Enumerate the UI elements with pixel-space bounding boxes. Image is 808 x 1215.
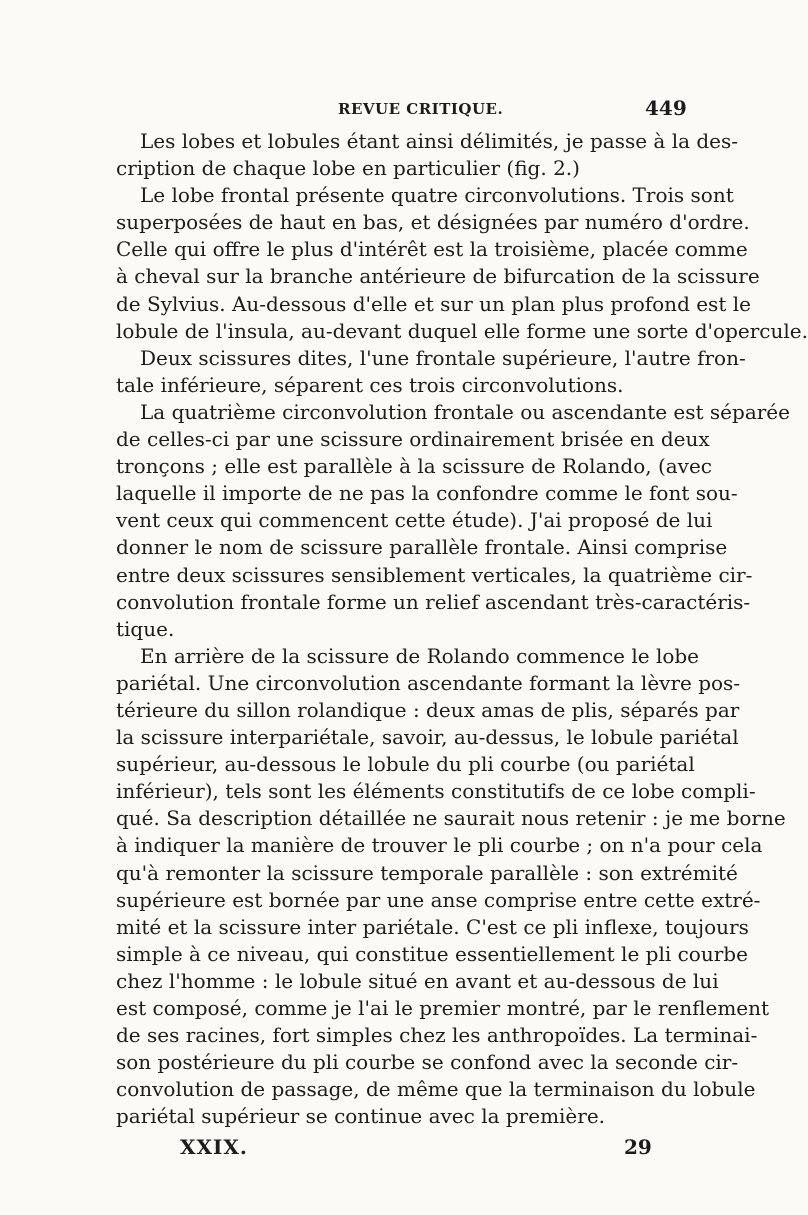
text-line: à indiquer la manière de trouver le pli courbe ; on n'a pour cela [116,833,763,858]
text-line: tique. [116,616,175,641]
text-line: pariétal. Une circonvolution ascendante formant la lèvre pos- [116,670,741,695]
text-line: à cheval sur la branche antérieure de bifurcation de la scissure [116,264,760,289]
text-line: Le lobe frontal présente quatre circonvolutions. Trois sont [140,183,734,208]
text-line: lobule de l'insula, au-devant duquel elle forme une sorte d'opercule. [116,318,808,343]
text-line: de ses racines, fort simples chez les anthropoïdes. La terminai- [116,1023,758,1048]
text-line: térieure du sillon rolandique : deux amas de plis, séparés par [116,697,740,722]
text-line: tronçons ; elle est parallèle à la scissure de Rolando, (avec [116,454,713,479]
text-line: superposées de haut en bas, et désignées par numéro d'ordre. [116,210,750,235]
page-footer [0,1135,800,1165]
text-line: donner le nom de scissure parallèle frontale. Ainsi comprise [116,535,728,560]
text-line: Celle qui offre le plus d'intérêt est la troisième, placée comme [116,237,748,262]
text-line: convolution frontale forme un relief ascendant très-caractéris- [116,589,751,614]
text-line: mité et la scissure inter pariétale. C'est ce pli inflexe, toujours [116,914,749,939]
text-line: Deux scissures dites, l'une frontale supérieure, l'autre fron- [140,345,746,370]
text-line: de Sylvius. Au-dessous d'elle et sur un plan plus profond est le [116,291,751,316]
text-line: supérieure est bornée par une anse comprise entre cette extré- [116,887,761,912]
text-line: La quatrième circonvolution frontale ou ascendante est séparée [140,399,790,424]
text-line: laquelle il importe de ne pas la confondre comme le font sou- [116,481,738,506]
text-line: cription de chaque lobe en particulier (fig. 2.) [116,156,580,181]
text-line: En arrière de la scissure de Rolando commence le lobe [140,643,700,668]
text-line: qu'à remonter la scissure temporale parallèle : son extrémité [116,860,738,885]
text-line: qué. Sa description détaillée ne saurait nous retenir : je me borne [116,806,786,831]
text-line: Les lobes et lobules étant ainsi délimités, je passe à la des- [140,129,739,153]
text-line: pariétal supérieur se continue avec la première. [116,1104,606,1129]
text-line: vent ceux qui commencent cette étude). J'ai proposé de lui [116,508,713,533]
text-line: la scissure interpariétale, savoir, au-dessus, le lobule pariétal [116,725,739,750]
text-line: simple à ce niveau, qui constitue essentiellement le pli courbe [116,941,748,966]
text-line: entre deux scissures sensiblement verticales, la quatrième cir- [116,562,753,587]
page-number: 449 [645,96,687,120]
text-line: son postérieure du pli courbe se confond avec la seconde cir- [116,1050,739,1075]
text-line: tale inférieure, séparent ces trois circonvolutions. [116,372,624,397]
sheet-number: 29 [624,1135,652,1159]
text-line: est composé, comme je l'ai le premier montré, par le renflement [116,996,770,1020]
signature-mark: XXIX. [180,1135,248,1159]
text-line: de celles-ci par une scissure ordinairement brisée en deux [116,427,710,452]
text-line: convolution de passage, de même que la terminaison du lobule [116,1077,756,1102]
text-line: chez l'homme : le lobule situé en avant et au-dessous de lui [116,968,719,993]
running-title: REVUE CRITIQUE. [338,100,504,118]
text-line: supérieur, au-dessous le lobule du pli courbe (ou pariétal [116,752,695,777]
body-text [116,128,808,1130]
text-line: inférieur), tels sont les éléments constitutifs de ce lobe compli- [116,779,756,804]
page-header [0,96,800,126]
